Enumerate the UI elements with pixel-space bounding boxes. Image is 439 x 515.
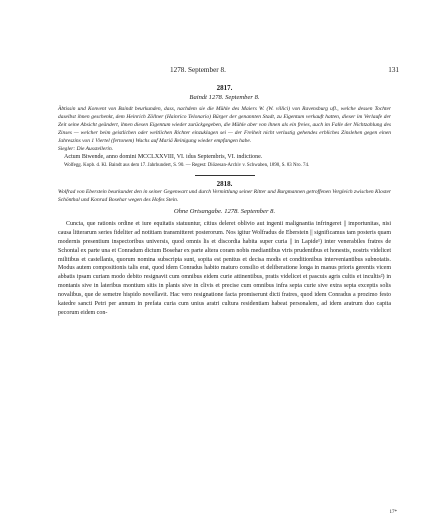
page-number: 131 <box>388 66 399 74</box>
document-actum: Actum Biwende, anno domini MCCLXXVIII, VI. idus Septembris, VI. indictione. <box>64 154 263 161</box>
document-regest: Äbtissin und Konvent von Baindt beurkunden, dass, nachdem sie die Mühle des Maiers W. (W. villici) von Ravensburg ufl., welche dessen Tochter daselbst ihnen geschenkt, dem Heinrich Zöllner (Hainrico Telonario) Bürger der genannten Stadt, zu Eigentum verkauft hatten, dieser im Verlaufe der Zeit seine Absicht geändert, ihnen diesen Eigentum wieder zurückgegeben, die Mühle aber von ihnen als ein freies, auch im Falle der Nichtzahlung des Zinses — welcher beim geistlichen oder weltlichen Richter einzuklagen sei — der Freiheit nicht verlustig gehendes erbliches Zinslehen gegen einen Jahreszins von 1 Viertel (fertonem) Wachs auf Mariä Reinigung wieder empfangen habe. <box>58 106 391 144</box>
document-regest: Wolfrad von Eberstein beurkundet den in seiner Gegenwart und durch Vermittlung seiner Ritter und Burgmannen getroffenen Vergleich zwischen Kloster Schönthal und Konrad Bosehar wegen des Hofes Stein. <box>58 189 391 204</box>
document-page <box>58 62 399 515</box>
document-place-date: Baindt 1278. September 8. <box>189 94 260 101</box>
section-divider <box>195 175 255 176</box>
document-number: 2817. <box>216 84 233 92</box>
running-header <box>58 62 399 74</box>
signature-mark: 17* <box>389 510 397 515</box>
document-number: 2818. <box>216 180 233 189</box>
document-body-text: Cuncta, que rationis ordine et iure equitatis statuuntur, citius deleret oblivio aut ingenii malignantia infringeret || importunitas, nisi causa litterarum series fideliter ad notitiam transmitteret posterorum. Nos igitur Wolfradus de Eberstein || significamus tam posteris quam modernis presentium inspectoribus universis, quod omnis lis et discordia habita super curia || in Lapide¹) inter venerabiles fratres de Schontal ex parte una et Conradum dictum Bosehar ex parte altera coram nobis mediantibus viris prudentibus et honestis, nostris videlicet militibus et castellanis, quorum nomina subscripta sunt, sopita est penitus et decisa modis et conditionibus interveniantibus subnotatis. Modus autem compositionis talis erat, quod idem Conradus habito maturo consilio et deliberatione longa in manus prioris gerentis vicem abbatis ipsam curiam modo debito resignavit cum omnibus eidem curie attinentibus, pratis videlicet et pascuis agris cultis et incultis²) in montanis sive in lateribus montium sitis in planis sive in clivis et precise cum omnibus infra septa curie sive extra septa exceptis solis novalibus, que de semetre hispido novellavit. Hac vero resignatione facta promiserunt dicti fratres, quod idem Conradus a prozimo festo katedre sancti Petri per annum in prefata curia cum unius aratri cultura residentiam habeat personalem, ad idem aratrum duo capita pecorum eidem con- <box>58 221 391 316</box>
header-date: 1278. September 8. <box>170 66 226 74</box>
document-sealer: Siegler: Die Ausstellerin. <box>58 145 114 152</box>
document-source-note: Wolfegg. Kopb. d. Kl. Baindt aus dem 17. Jahrhundert, S. 90. — Regest: Diözesan-Archiv v. Schwaben, 1890, S. 83 Nro. 74. <box>64 163 310 169</box>
document-place-date: Ohne Ortsangabe. 1278. September 8. <box>173 208 276 216</box>
